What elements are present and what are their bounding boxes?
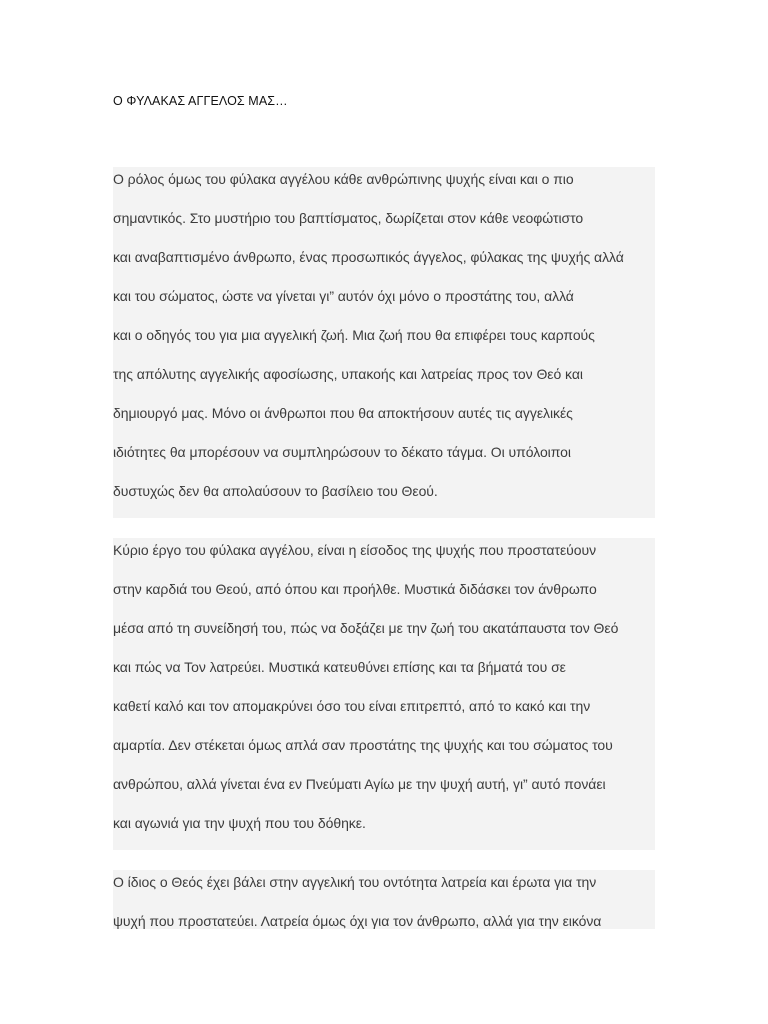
text-line: ανθρώπου, αλλά γίνεται ένα εν Πνεύματι Αγίω με την ψυχή αυτή, γι” αυτό πονάει bbox=[113, 776, 606, 792]
paragraph-2 bbox=[113, 538, 655, 850]
text-line: στην καρδιά του Θεού, από όπου και προήλθε. Μυστικά διδάσκει τον άνθρωπο bbox=[113, 581, 597, 597]
document-title: Ο ΦΥΛΑΚΑΣ ΑΓΓΕΛΟΣ ΜΑΣ… bbox=[113, 94, 288, 108]
text-line: και του σώματος, ώστε να γίνεται γι” αυτόν όχι μόνο ο προστάτης του, αλλά bbox=[113, 288, 574, 304]
text-line: και ο οδηγός του για μια αγγελική ζωή. Μια ζωή που θα επιφέρει τους καρπούς bbox=[113, 327, 595, 343]
text-line: ψυχή που προστατεύει. Λατρεία όμως όχι για τον άνθρωπο, αλλά για την εικόνα bbox=[113, 913, 602, 929]
paragraph-3 bbox=[113, 870, 655, 929]
text-line: καθετί καλό και τον απομακρύνει όσο του είναι επιτρεπτό, από το κακό και την bbox=[113, 698, 591, 714]
paragraph-1 bbox=[113, 167, 655, 518]
text-line: και πώς να Τον λατρεύει. Μυστικά κατευθύνει επίσης και τα βήματά του σε bbox=[113, 659, 566, 675]
text-line: και αναβαπτισμένο άνθρωπο, ένας προσωπικός άγγελος, φύλακας της ψυχής αλλά bbox=[113, 249, 624, 265]
text-line: Κύριο έργο του φύλακα αγγέλου, είναι η είσοδος της ψυχής που προστατεύουν bbox=[113, 542, 597, 558]
text-line: μέσα από τη συνείδησή του, πώς να δοξάζει με την ζωή του ακατάπαυστα τον Θεό bbox=[113, 620, 619, 636]
text-block bbox=[113, 167, 655, 929]
paragraph-gap bbox=[113, 518, 655, 538]
text-line: Ο ίδιος ο Θεός έχει βάλει στην αγγελική του οντότητα λατρεία και έρωτα για την bbox=[113, 874, 597, 890]
text-line: και αγωνιά για την ψυχή που του δόθηκε. bbox=[113, 815, 366, 831]
text-line: δυστυχώς δεν θα απολαύσουν το βασίλειο του Θεού. bbox=[113, 483, 438, 499]
text-line: ιδιότητες θα μπορέσουν να συμπληρώσουν το δέκατο τάγμα. Οι υπόλοιποι bbox=[113, 444, 571, 460]
text-line: δημιουργό μας. Μόνο οι άνθρωποι που θα αποκτήσουν αυτές τις αγγελικές bbox=[113, 405, 573, 421]
text-line: αμαρτία. Δεν στέκεται όμως απλά σαν προστάτης της ψυχής και του σώματος του bbox=[113, 737, 613, 753]
paragraph-gap bbox=[113, 850, 655, 870]
text-line: σημαντικός. Στο μυστήριο του βαπτίσματος, δωρίζεται στον κάθε νεοφώτιστο bbox=[113, 210, 584, 226]
text-line: Ο ρόλος όμως του φύλακα αγγέλου κάθε ανθρώπινης ψυχής είναι και ο πιο bbox=[113, 171, 574, 187]
text-line: της απόλυτης αγγελικής αφοσίωσης, υπακοής και λατρείας προς τον Θεό και bbox=[113, 366, 583, 382]
